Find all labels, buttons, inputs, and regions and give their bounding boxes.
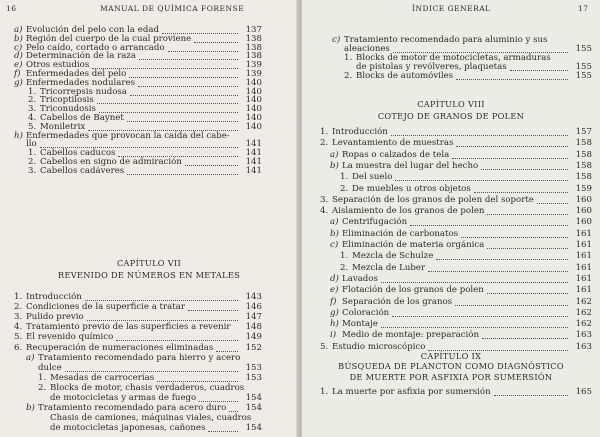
- toc-leader-dots: [129, 77, 238, 78]
- toc-entry-text: Medio de montaje: preparación: [342, 330, 479, 341]
- toc-entry: [330, 240, 484, 250]
- toc-entry-text: Introducción: [332, 127, 388, 137]
- chapter-vii-title: REVENIDO DE NÚMEROS EN METALES: [57, 270, 241, 280]
- toc-entry: [340, 184, 471, 194]
- toc-leader-dots: [456, 146, 568, 147]
- toc-entry-label: b): [26, 403, 35, 414]
- toc-entry-label: 4.: [320, 206, 329, 217]
- toc-leader-dots: [87, 320, 238, 321]
- toc-entry: [38, 423, 205, 433]
- toc-entry-label: 3.: [14, 312, 23, 323]
- toc-entry: [320, 206, 484, 216]
- toc-entry-page: 139: [245, 69, 262, 79]
- toc-entry: [14, 332, 113, 342]
- toc-leader-dots: [474, 192, 568, 193]
- toc-entry-label: 5.: [320, 341, 329, 352]
- toc-entry-label: 1.: [14, 292, 23, 302]
- toc-entry-text: Mezcla de Luber: [352, 262, 426, 273]
- toc-leader-dots: [216, 351, 238, 352]
- toc-entry-text: Ropas o calzados de tela: [342, 149, 450, 160]
- toc-entry: [38, 413, 251, 423]
- toc-entry-label: d): [330, 273, 339, 284]
- toc-leader-dots: [487, 214, 568, 215]
- toc-entry-text: Cabellos caducos: [40, 148, 116, 159]
- toc-entry-text: Separación de los granos de polen del soporte: [332, 194, 534, 205]
- toc-entry-text: Lavados: [342, 273, 378, 284]
- toc-entry: [14, 322, 231, 332]
- toc-entry-text: Coloración: [342, 307, 390, 318]
- toc-entry: [330, 330, 479, 340]
- toc-entry-label: i): [330, 330, 337, 341]
- toc-entry: [320, 138, 453, 148]
- toc-entry-text: Centrifugación: [342, 217, 408, 228]
- toc-leader-dots: [138, 86, 238, 87]
- toc-leader-dots: [537, 203, 568, 204]
- toc-leader-dots: [428, 350, 568, 351]
- right-page: [302, 0, 600, 437]
- toc-entry-page: 137: [245, 25, 262, 35]
- toc-entry-page: 160: [575, 194, 592, 205]
- toc-entry-text: Cabellos cadáveres: [40, 165, 125, 176]
- toc-leader-dots: [456, 79, 568, 80]
- toc-entry-text: de motocicletas y armas de fuego: [50, 393, 197, 403]
- toc-entry: [14, 302, 185, 312]
- toc-entry-text: Pelo caído, cortado o arrancado: [26, 42, 165, 53]
- toc-entry-page: 140: [245, 95, 262, 106]
- toc-entry-page: 155: [575, 61, 592, 72]
- toc-entry: [340, 251, 433, 261]
- toc-entry-label: 2.: [28, 95, 37, 106]
- toc-entry-label: 3.: [28, 165, 37, 176]
- toc-entry-label: a): [14, 25, 23, 35]
- toc-entry: [26, 403, 226, 413]
- left-page: [0, 0, 298, 437]
- toc-entry-label: 5.: [14, 332, 23, 343]
- toc-leader-dots: [487, 293, 568, 294]
- toc-entry-label: 1.: [38, 372, 47, 383]
- toc-entry-page: 154: [245, 423, 262, 434]
- toc-leader-dots: [139, 59, 238, 60]
- toc-entry-text: Blocks de motor de motocicletas, armaduras: [356, 52, 551, 63]
- toc-entry-label: 1.: [320, 387, 329, 397]
- toc-entry: [320, 387, 491, 397]
- toc-entry: [340, 172, 392, 182]
- toc-entry-label: 5.: [28, 121, 37, 132]
- toc-leader-dots: [185, 165, 238, 166]
- toc-leader-dots: [85, 300, 238, 301]
- toc-entry-page: 158: [575, 160, 592, 171]
- toc-entry-page: 158: [575, 149, 592, 160]
- toc-entry-text: Recuperación de numeraciones eliminadas: [26, 342, 214, 353]
- toc-leader-dots: [381, 282, 568, 283]
- toc-entry: [330, 229, 458, 239]
- toc-entry-page: 140: [245, 86, 262, 97]
- toc-entry-label: b): [14, 33, 23, 44]
- left-running-title: MANUAL DE QUÍMICA FORENSE: [100, 4, 245, 13]
- toc-entry: [38, 393, 196, 403]
- toc-entry-page: 152: [245, 342, 262, 353]
- toc-leader-dots: [130, 95, 238, 96]
- toc-entry-label: 2.: [14, 302, 23, 313]
- toc-entry-page: 141: [245, 148, 262, 159]
- toc-entry-page: 161: [575, 285, 592, 296]
- toc-entry-text: Tratamiento recomendado para aluminio y sus: [344, 35, 548, 45]
- toc-entry-text: Mezcla de Schulze: [352, 251, 434, 262]
- chapter-viii-title: COTEJO DE GRANOS DE POLEN: [377, 111, 525, 121]
- toc-entry-page: 159: [575, 183, 592, 194]
- toc-entry: [28, 166, 124, 176]
- toc-entry-label: g): [14, 77, 23, 88]
- toc-leader-dots: [65, 371, 238, 372]
- toc-entry-label: 1.: [320, 127, 329, 137]
- toc-leader-dots: [510, 70, 568, 71]
- toc-entry-text: Eliminación de carbonatos: [342, 228, 459, 239]
- toc-entry-text: Evolución del pelo con la edad: [26, 25, 159, 35]
- toc-entry-label: c): [14, 42, 23, 53]
- toc-entry-text: Flotación de los granos de polen: [342, 285, 484, 296]
- toc-leader-dots: [392, 316, 568, 317]
- toc-entry-text: El revenido químico: [26, 332, 114, 343]
- chapter-ix-number: CAPÍTULO IX: [420, 351, 482, 361]
- toc-leader-dots: [229, 411, 238, 412]
- toc-entry-page: 162: [575, 307, 592, 318]
- toc-entry-page: 161: [575, 262, 592, 273]
- toc-entry: [26, 363, 62, 373]
- toc-entry: [320, 127, 388, 137]
- toc-leader-dots: [436, 259, 568, 260]
- toc-entry-text: Tratamiento previo de las superficies a revenir: [26, 322, 231, 333]
- toc-entry-label: c): [330, 240, 339, 250]
- toc-entry: [26, 353, 240, 363]
- toc-entry-page: 140: [245, 121, 262, 132]
- toc-entry-text: Eliminación de materia orgánica: [342, 240, 485, 250]
- toc-entry-page: 163: [575, 341, 592, 352]
- toc-entry: [330, 217, 407, 227]
- toc-entry-text: Enfermedades que provocan la caída del cabe-: [26, 130, 230, 141]
- toc-leader-dots: [97, 103, 238, 104]
- toc-entry-label: 2.: [344, 70, 353, 81]
- toc-entry-label: d): [14, 51, 23, 62]
- toc-entry-text: dulce: [38, 362, 62, 373]
- toc-entry-page: 146: [245, 302, 262, 313]
- toc-entry-page: 161: [575, 273, 592, 284]
- toc-entry-text: aleaciones: [344, 43, 390, 54]
- toc-entry-page: 148: [245, 322, 262, 333]
- toc-entry: [14, 131, 230, 141]
- right-running-title: ÍNDICE GENERAL: [412, 4, 491, 13]
- toc-entry: [14, 292, 82, 302]
- toc-leader-dots: [455, 305, 568, 306]
- toc-entry-text: Tricorrepsis nudosa: [40, 86, 127, 97]
- toc-entry-label: 6.: [14, 342, 23, 353]
- toc-entry-text: Pulido previo: [26, 312, 84, 323]
- toc-entry-text: Mesadas de carrocerías: [50, 372, 155, 383]
- toc-leader-dots: [127, 174, 238, 175]
- toc-entry-page: 141: [245, 157, 262, 167]
- toc-entry: [320, 195, 534, 205]
- toc-leader-dots: [410, 225, 568, 226]
- chapter-viii-number: CAPÍTULO VIII: [417, 99, 485, 109]
- toc-entry-label: c): [332, 35, 341, 45]
- toc-entry-label: g): [330, 307, 339, 318]
- toc-entry-label: h): [330, 319, 339, 330]
- toc-entry-text: Cabellos en signo de admiración: [40, 157, 182, 167]
- toc-entry-label: b): [330, 228, 339, 239]
- toc-entry-page: 162: [575, 296, 592, 307]
- toc-entry-page: 158: [575, 138, 592, 149]
- toc-entry-page: 153: [245, 362, 262, 373]
- toc-entry-text: De muebles u otros objetos: [352, 183, 471, 194]
- toc-leader-dots: [452, 158, 568, 159]
- toc-entry-text: Tricoptilosis: [40, 95, 94, 106]
- toc-entry-label: 2.: [28, 157, 37, 167]
- toc-leader-dots: [168, 51, 238, 52]
- toc-entry: [320, 342, 425, 352]
- toc-entry-page: 138: [245, 42, 262, 53]
- toc-entry-page: 165: [575, 387, 592, 397]
- toc-leader-dots: [157, 381, 238, 382]
- toc-entry-label: 1.: [28, 86, 37, 97]
- toc-entry-page: 147: [245, 312, 262, 323]
- toc-entry-text: La muestra del lugar del hecho: [342, 160, 479, 171]
- toc-entry-page: 160: [575, 217, 592, 228]
- toc-entry: [38, 383, 244, 393]
- toc-entry-text: de pistolas y revólveres, plaquetas: [356, 61, 507, 72]
- toc-entry-text: Blocks de motor, chasis verdaderos, cuadros: [50, 382, 245, 393]
- chapter-ix-title-line-1: BÚSQUEDA DE PLANCTON COMO DIAGNÓSTICO: [338, 361, 564, 371]
- toc-entry-page: 139: [245, 60, 262, 71]
- toc-leader-dots: [391, 135, 568, 136]
- toc-entry-label: f): [330, 296, 337, 307]
- toc-entry-page: 140: [245, 77, 262, 88]
- toc-entry-label: a): [330, 217, 339, 228]
- toc-entry-label: 3.: [320, 194, 329, 205]
- left-page-number: 16: [6, 4, 17, 13]
- toc-entry-page: 143: [245, 292, 262, 302]
- toc-entry-label: 3.: [28, 104, 37, 115]
- toc-entry-page: 163: [575, 330, 592, 341]
- toc-entry-text: Aislamiento de los granos de polen: [332, 206, 485, 217]
- toc-entry-page: 140: [245, 104, 262, 115]
- toc-leader-dots: [199, 401, 238, 402]
- toc-entry-label: 2.: [340, 262, 349, 273]
- toc-leader-dots: [194, 42, 238, 43]
- chapter-vii-number: CAPÍTULO VII: [116, 258, 181, 268]
- toc-entry-page: 161: [575, 251, 592, 262]
- toc-entry-page: 153: [245, 372, 262, 383]
- toc-entry-label: 2.: [340, 183, 349, 194]
- right-page-number: 17: [578, 4, 589, 13]
- toc-entry-page: 140: [245, 113, 262, 123]
- toc-entry-label: 4.: [28, 113, 37, 123]
- toc-entry-label: 1.: [340, 172, 349, 183]
- toc-entry-page: 157: [575, 127, 592, 137]
- toc-entry-page: 149: [245, 332, 262, 343]
- toc-entry-text: Cabellos de Baynet: [40, 113, 124, 123]
- toc-entry-text: Moniletrix: [40, 121, 86, 132]
- toc-entry: [14, 343, 213, 353]
- toc-entry-label: a): [26, 352, 35, 363]
- toc-leader-dots: [127, 121, 238, 122]
- toc-entry-text: Condiciones de la superficie a tratar: [26, 302, 185, 313]
- toc-entry-text: Levantamiento de muestras: [332, 138, 454, 149]
- toc-entry-page: 161: [575, 240, 592, 250]
- toc-entry: [330, 297, 452, 307]
- toc-entry: [330, 285, 484, 295]
- toc-entry: [330, 161, 478, 171]
- toc-entry-label: a): [330, 149, 339, 160]
- toc-entry-page: 141: [245, 139, 262, 150]
- toc-entry-text: Separación de los granos: [342, 296, 453, 307]
- toc-entry-label: e): [14, 60, 23, 71]
- toc-entry-text: Tratamiento recomendado para acero duro: [38, 403, 227, 414]
- toc-entry-page: 155: [575, 43, 592, 54]
- toc-entry-text: Chasis de camiones, máquinas viales, cuadros: [50, 413, 252, 424]
- toc-leader-dots: [188, 310, 238, 311]
- toc-entry-text: Tratamiento recomendado para hierro y acero: [38, 352, 241, 363]
- toc-entry-text: Región del cuerpo de la cual proviene: [26, 33, 192, 44]
- toc-entry-page: 141: [245, 165, 262, 176]
- toc-entry-label: 2.: [320, 138, 329, 149]
- toc-entry-label: 1.: [340, 251, 349, 262]
- toc-entry-page: 161: [575, 228, 592, 239]
- toc-entry-text: Blocks de automóviles: [356, 70, 454, 81]
- toc-leader-dots: [395, 180, 568, 181]
- toc-entry: [330, 308, 389, 318]
- toc-entry-page: 155: [575, 70, 592, 81]
- toc-entry-text: Del suelo: [352, 172, 393, 183]
- toc-entry-text: Otros estudios: [26, 60, 90, 71]
- toc-entry-label: 4.: [14, 322, 23, 333]
- toc-entry: [340, 263, 425, 273]
- toc-leader-dots: [461, 237, 568, 238]
- toc-leader-dots: [428, 271, 568, 272]
- toc-entry-text: Enfermedades nodulares: [26, 77, 135, 88]
- toc-entry-text: La muerte por asfixia por sumersión: [332, 387, 491, 397]
- toc-entry-text: Triconudosis: [40, 104, 96, 115]
- toc-entry: [14, 312, 84, 322]
- toc-leader-dots: [381, 327, 568, 328]
- toc-entry-page: 138: [245, 33, 262, 44]
- toc-entry-page: 154: [245, 393, 262, 403]
- toc-entry-page: 158: [575, 172, 592, 183]
- toc-entry: [38, 373, 154, 383]
- toc-entry: [330, 150, 449, 160]
- toc-entry: [330, 319, 378, 329]
- toc-entry-text: de motocicletas japonesas, cañones: [50, 423, 206, 434]
- toc-entry-text: Montaje: [342, 319, 378, 330]
- toc-entry-page: 138: [245, 51, 262, 62]
- toc-entry-text: Enfermedades del pelo: [26, 69, 127, 79]
- toc-entry-text: llo: [26, 139, 37, 150]
- chapter-ix-title-line-2: DE MUERTE POR ASFIXIA POR SUMERSIÓN: [349, 372, 553, 382]
- toc-entry-text: Estudio microscópico: [332, 341, 426, 352]
- toc-entry-page: 154: [245, 403, 262, 414]
- toc-leader-dots: [482, 338, 568, 339]
- toc-entry-label: 1.: [28, 148, 37, 159]
- toc-entry-page: 162: [575, 319, 592, 330]
- toc-entry-label: 1.: [344, 52, 353, 63]
- toc-entry-label: f): [14, 69, 21, 79]
- toc-entry-label: h): [14, 130, 23, 141]
- toc-leader-dots: [208, 431, 238, 432]
- toc-entry-page: 160: [575, 206, 592, 217]
- toc-leader-dots: [481, 169, 568, 170]
- toc-leader-dots: [494, 395, 568, 396]
- toc-entry: [330, 274, 378, 284]
- toc-leader-dots: [487, 248, 568, 249]
- toc-entry-label: e): [330, 285, 339, 296]
- toc-entry-label: b): [330, 160, 339, 171]
- toc-entry: [344, 71, 453, 81]
- toc-entry-text: Introducción: [26, 292, 82, 302]
- toc-leader-dots: [116, 340, 238, 341]
- toc-entry-label: 2.: [38, 382, 47, 393]
- toc-entry-text: Determinación de la raza: [26, 51, 136, 62]
